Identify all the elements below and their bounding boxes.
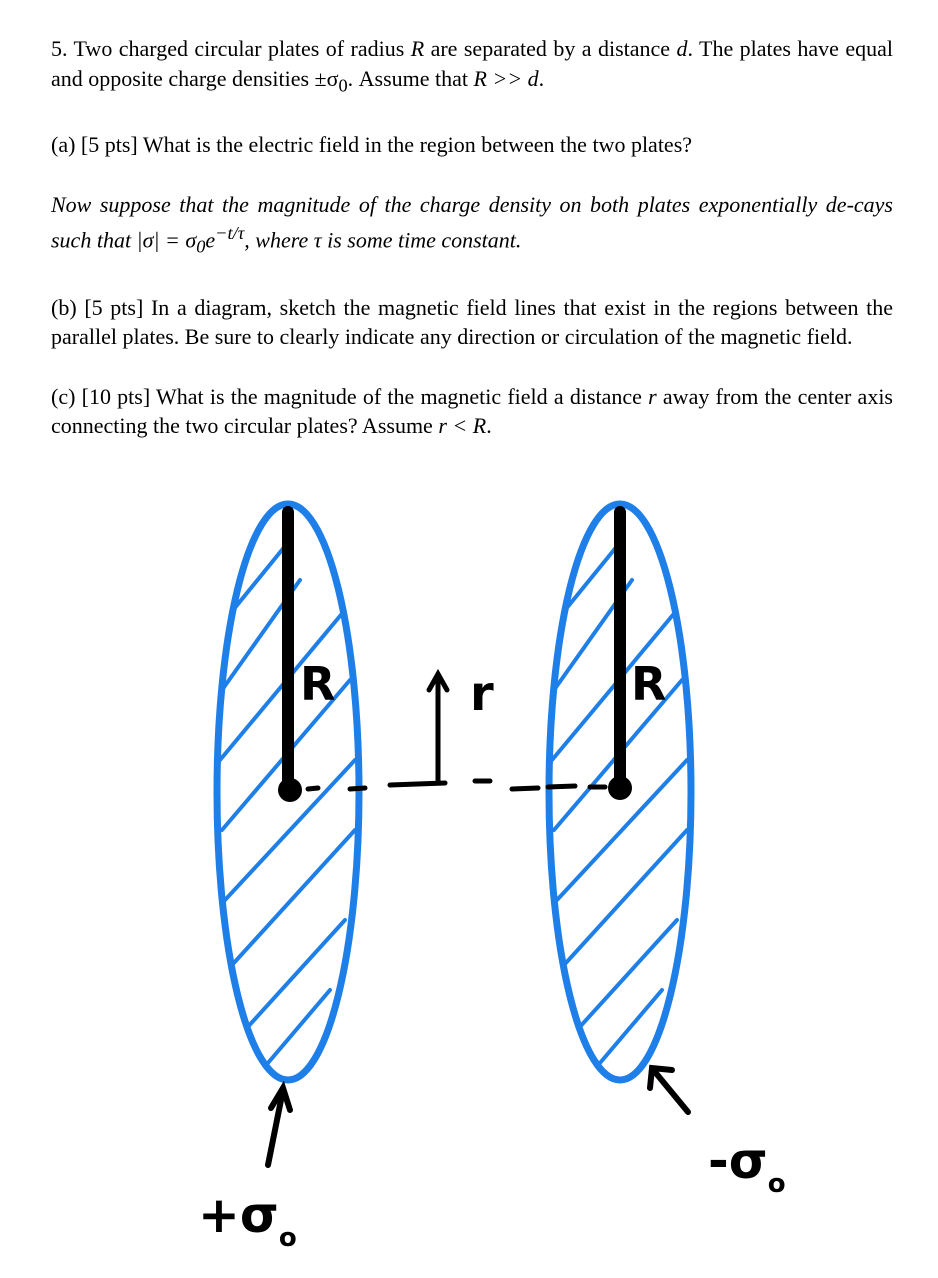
r-label: r xyxy=(470,666,494,722)
left-charge-arrow xyxy=(268,1088,290,1165)
center-axis-dashed xyxy=(308,781,605,789)
right-charge-arrow xyxy=(650,1068,688,1112)
problem-intro: 5. Two charged circular plates of radius R are separated by a distance d. The plates have equal and opposite charge densities $\pm\sigma_0$. Assume that R >> d. xyxy=(51,36,894,95)
problem-text xyxy=(51,34,893,441)
left-radius-label: R xyxy=(300,657,336,711)
decay-assumption: Now suppose that the magnitude of the charge density on both plates exponentially de-cays such that $|\sigma| = \sigma_0e^{-t/\tau}$, where τ is some time constant. xyxy=(51,191,893,258)
r-distance-arrow xyxy=(429,674,447,782)
right-center-dot xyxy=(608,776,632,800)
right-charge-label: $-\sigma_o$ xyxy=(708,1132,786,1199)
parallel-plates-diagram xyxy=(0,480,938,1278)
problem-number: 5. xyxy=(51,36,68,61)
right-radius-label: R xyxy=(631,657,667,711)
left-charge-label: $+\sigma_o$ xyxy=(198,1186,297,1253)
part-c-question: (c) [10 pts] What is the magnitude of the magnetic field a distance r away from the center axis connecting the two circular plates? Assume r < R. xyxy=(51,383,893,439)
part-b-question: (b) [5 pts] In a diagram, sketch the magnetic field lines that exist in the regions between the parallel plates. Be sure to clearly indicate any direction or circulation of the magnetic field. xyxy=(51,294,893,350)
part-a-question: (a) [5 pts] What is the electric field in the region between the two plates? xyxy=(51,132,693,158)
left-center-dot xyxy=(278,778,302,802)
